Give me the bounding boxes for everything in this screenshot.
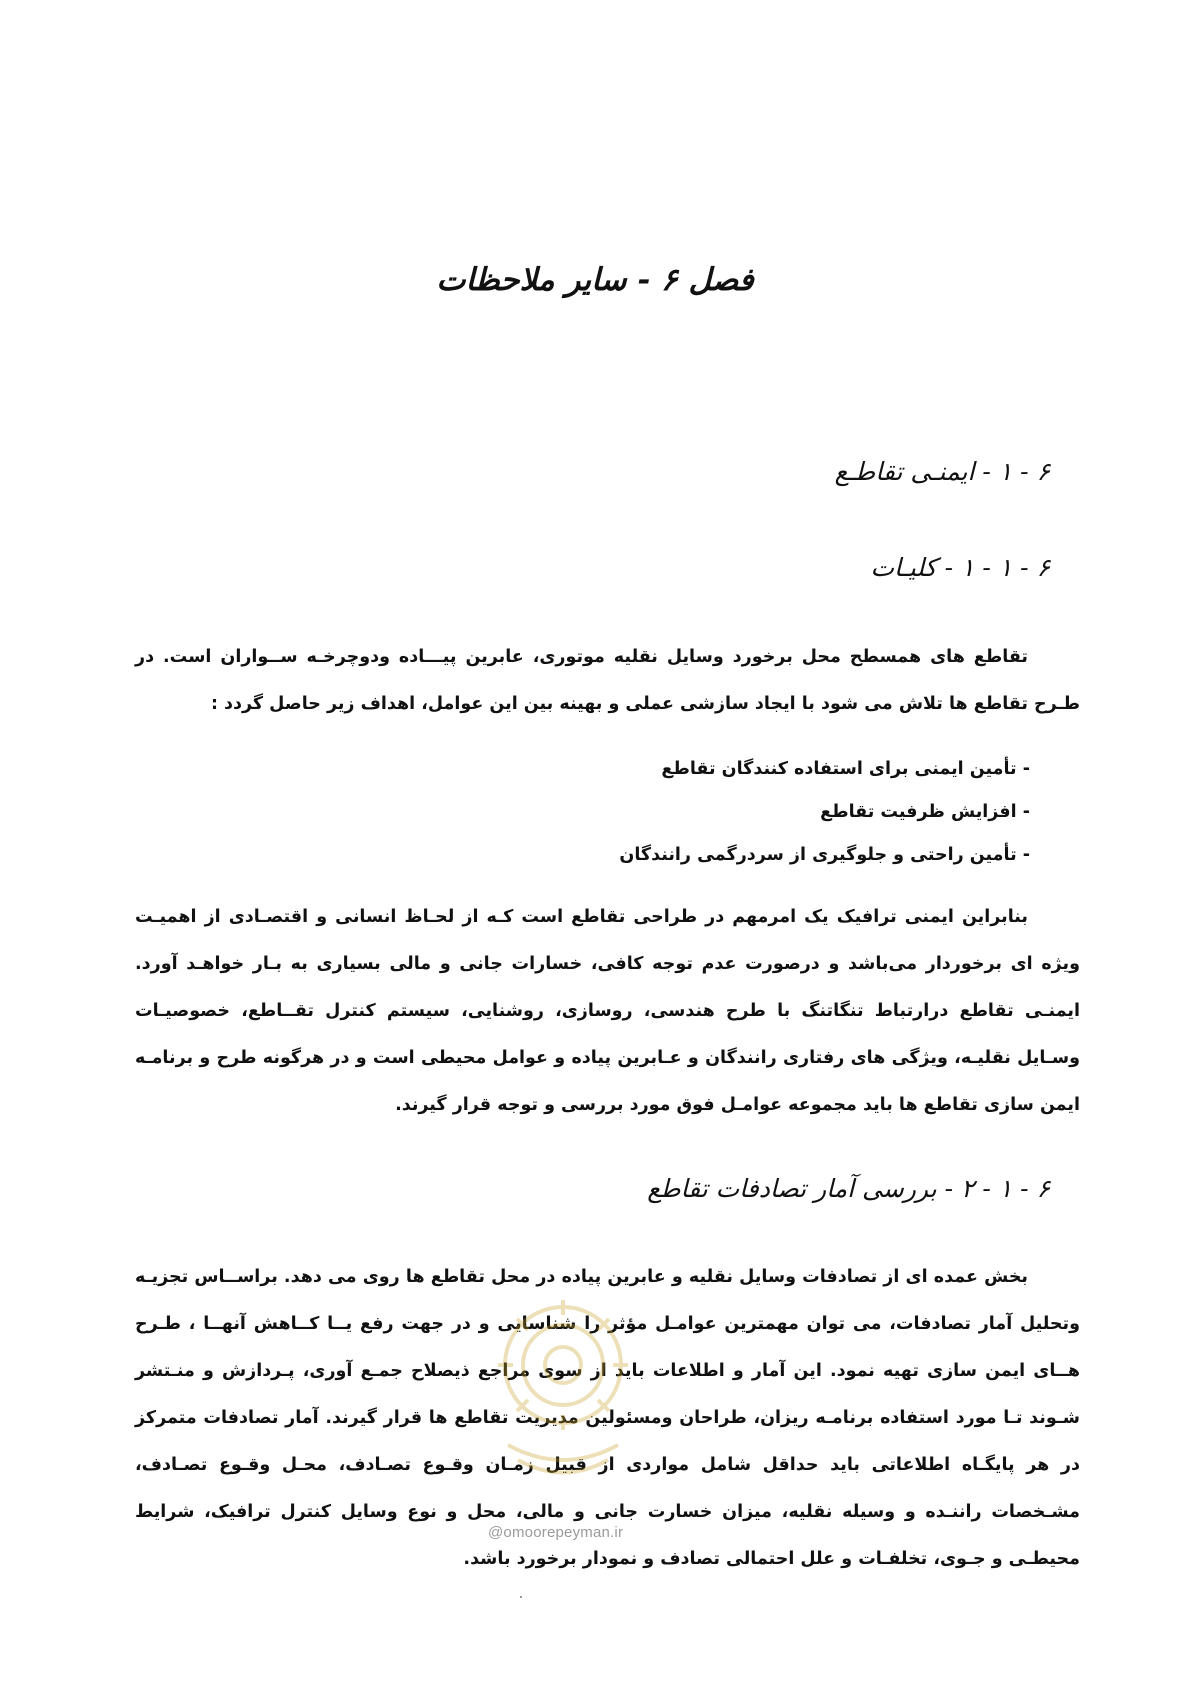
paragraph-safety-importance: بنابراین ایمنی ترافیک یک امرمهم در طراحی تقاطع است کـه از لحـاظ انسانی و اقتصـادی از اهمیـت ویژه ای برخوردار می‌باشد و درصورت عدم توجه کافی، خسارات جانی و مالی بسیاری به بـار خواهـد آورد. ایمنـی تقاطع درارتباط تنگاتنگ با طرح هندسی، روسازی، روشنایی، سیستم کنترل تقــاطع، خصوصیـات وسـایل نقلیـه، ویژگی های رفتاری رانندگان و عـابرین پیاده و عوامل محیطی است و در هرگونه طرح و برنامـه ایمن سازی تقاطع ها باید مجموعه عوامـل فوق مورد بررسی و توجه قرار گیرند. bbox=[135, 907, 1080, 1115]
list-item: - افزایش ظرفیت تقاطع bbox=[230, 791, 1030, 834]
watermark-text: @omoorepeyman.ir bbox=[488, 1524, 624, 1541]
list-item: - تأمین راحتی و جلوگیری از سردرگمی رانندگان bbox=[230, 834, 1030, 877]
section-heading-generalities: ۶ - ۱ - ۱ - کلیـات bbox=[870, 553, 1050, 582]
section-heading-accident-statistics: ۶ - ۱ - ۲ - بررسی آمار تصادفات تقاطع bbox=[647, 1174, 1050, 1203]
paragraph-intro: تقاطع های همسطح محل برخورد وسایل نقلیه موتوری، عابرین پیـــاده ودوچرخـه ســواران است. در طـرح تقاطع ها تلاش می شود با ایجاد سازشی عملی و بهینه بین این عوامل، اهداف زیر حاصل گردد : bbox=[135, 647, 1080, 714]
list-item: - تأمین ایمنی برای استفاده کنندگان تقاطع bbox=[230, 748, 1030, 791]
paragraph-accident-statistics: بخش عمده ای از تصادفات وسایل نقلیه و عابرین پیاده در محل تقاطع ها روی می دهد. براســاس تجزیـه وتحلیل آمار تصادفات، می توان مهمترین عوامـل مؤثر را شناسایی و در جهت رفع یــا کــاهش آنهــا ، طـرح هــای ایمن سازی تهیه نمود. این آمار و اطلاعات باید از سوی مراجع ذیصلاح جمـع آوری، پـردازش و منـتشر شـوند تـا مورد استفاده برنامـه ریزان، طراحان ومسئولین مدیریت تقاطع ها قرار گیرند. آمار تصادفات متمرکز در هر پایگـاه اطلاعاتی باید حداقل شامل مواردی از قبیل زمـان وقـوع تصـادف، محـل وقـوع تصـادف، مشـخصات راننـده و وسیله نقلیه، میزان خسارت جانی و مالی، محل و نوع وسایل کنترل ترافیک، شرایط محیطـی و جـوی، تخلفـات و علل احتمالی تصادف و نمودار برخورد باشد. bbox=[135, 1267, 1080, 1569]
scan-dot bbox=[520, 1596, 522, 1598]
section-heading-intersection-safety: ۶ - ۱ - ایمنـی تقاطـع bbox=[834, 457, 1050, 486]
objectives-list bbox=[230, 748, 1030, 877]
chapter-title: فصل ۶ - سایر ملاحظات bbox=[436, 262, 754, 298]
